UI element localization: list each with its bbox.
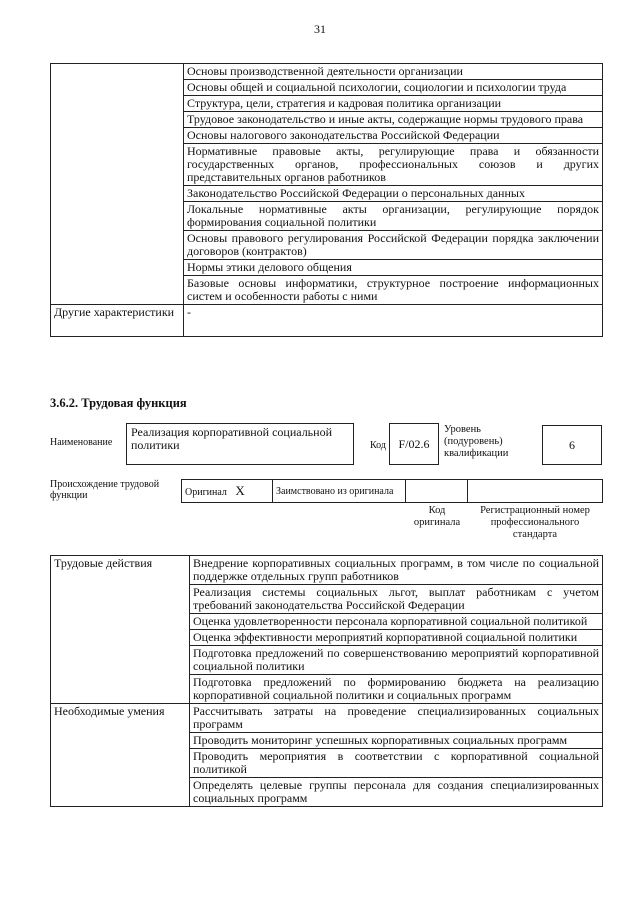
knowledge-item: Основы правового регулирования Российской Федерации порядка заключении договоров (контрактов) bbox=[184, 231, 603, 260]
knowledge-item: Основы общей и социальной психологии, социологии и психологии труда bbox=[184, 80, 603, 96]
original-mark: X bbox=[235, 483, 245, 498]
action-item: Оценка эффективности мероприятий корпоративной социальной политики bbox=[190, 630, 603, 646]
skill-item: Определять целевые группы персонала для создания специализированных социальных программ bbox=[190, 778, 603, 807]
action-item: Подготовка предложений по совершенствованию мероприятий корпоративной социальной политики bbox=[190, 646, 603, 675]
page-number: 31 bbox=[314, 22, 326, 36]
knowledge-label-cell bbox=[51, 64, 184, 305]
borrowed-cell: Заимствовано из оригинала bbox=[273, 480, 406, 503]
level-value: 6 bbox=[542, 425, 602, 465]
origin-table bbox=[181, 479, 603, 503]
actions-label: Трудовые действия bbox=[51, 556, 190, 704]
skills-label: Необходимые умения bbox=[51, 704, 190, 807]
knowledge-item: Основы налогового законодательства Российской Федерации bbox=[184, 128, 603, 144]
knowledge-item: Нормативные правовые акты, регулирующие права и обязанности государственных органов, профессиональных союзов и других представительных органов работников bbox=[184, 144, 603, 186]
other-characteristics-label: Другие характеристики bbox=[51, 305, 184, 337]
reg-number-cell bbox=[468, 480, 603, 503]
action-item: Внедрение корпоративных социальных программ, в том числе по социальной поддержке отдельных групп работников bbox=[190, 556, 603, 585]
knowledge-item: Трудовое законодательство и иные акты, содержащие нормы трудового права bbox=[184, 112, 603, 128]
code-value: F/02.6 bbox=[389, 423, 439, 465]
origin-label: Происхождение трудовой функции bbox=[50, 479, 160, 501]
original-label: Оригинал bbox=[185, 487, 227, 498]
name-label: Наименование bbox=[50, 437, 113, 448]
reg-number-caption: Регистрационный номер профессионального стандарта bbox=[480, 505, 590, 540]
table-row bbox=[51, 704, 603, 733]
knowledge-item: Законодательство Российской Федерации о персональных данных bbox=[184, 186, 603, 202]
other-characteristics-value: - bbox=[184, 305, 603, 337]
knowledge-item: Структура, цели, стратегия и кадровая политика организации bbox=[184, 96, 603, 112]
table-row bbox=[182, 480, 603, 503]
section-title: 3.6.2. Трудовая функция bbox=[50, 396, 187, 410]
table-row bbox=[51, 305, 603, 337]
table-row bbox=[51, 64, 603, 80]
knowledge-item: Локальные нормативные акты организации, регулирующие порядок формирования социальной политики bbox=[184, 202, 603, 231]
code-label: Код bbox=[370, 440, 386, 451]
level-label: Уровень (подуровень) квалификации bbox=[444, 424, 509, 459]
origin-code-cell bbox=[406, 480, 468, 503]
origin-code-caption: Код оригинала bbox=[413, 505, 461, 528]
knowledge-item: Нормы этики делового общения bbox=[184, 260, 603, 276]
name-value: Реализация корпоративной социальной политики bbox=[126, 423, 354, 465]
skill-item: Проводить мероприятия в соответствии с корпоративной социальной политикой bbox=[190, 749, 603, 778]
original-cell bbox=[182, 480, 273, 503]
action-item: Реализация системы социальных льгот, выплат работникам с учетом требований законодательства Российской Федерации bbox=[190, 585, 603, 614]
table-row bbox=[51, 556, 603, 585]
action-item: Оценка удовлетворенности персонала корпоративной социальной политикой bbox=[190, 614, 603, 630]
action-item: Подготовка предложений по формированию бюджета на реализацию корпоративной социальной политики и социальных программ bbox=[190, 675, 603, 704]
knowledge-item: Основы производственной деятельности организации bbox=[184, 64, 603, 80]
skill-item: Рассчитывать затраты на проведение специализированных социальных программ bbox=[190, 704, 603, 733]
skill-item: Проводить мониторинг успешных корпоративных социальных программ bbox=[190, 733, 603, 749]
knowledge-item: Базовые основы информатики, структурное построение информационных систем и особенности работы с ними bbox=[184, 276, 603, 305]
functions-table bbox=[50, 555, 603, 807]
knowledge-table bbox=[50, 63, 603, 337]
